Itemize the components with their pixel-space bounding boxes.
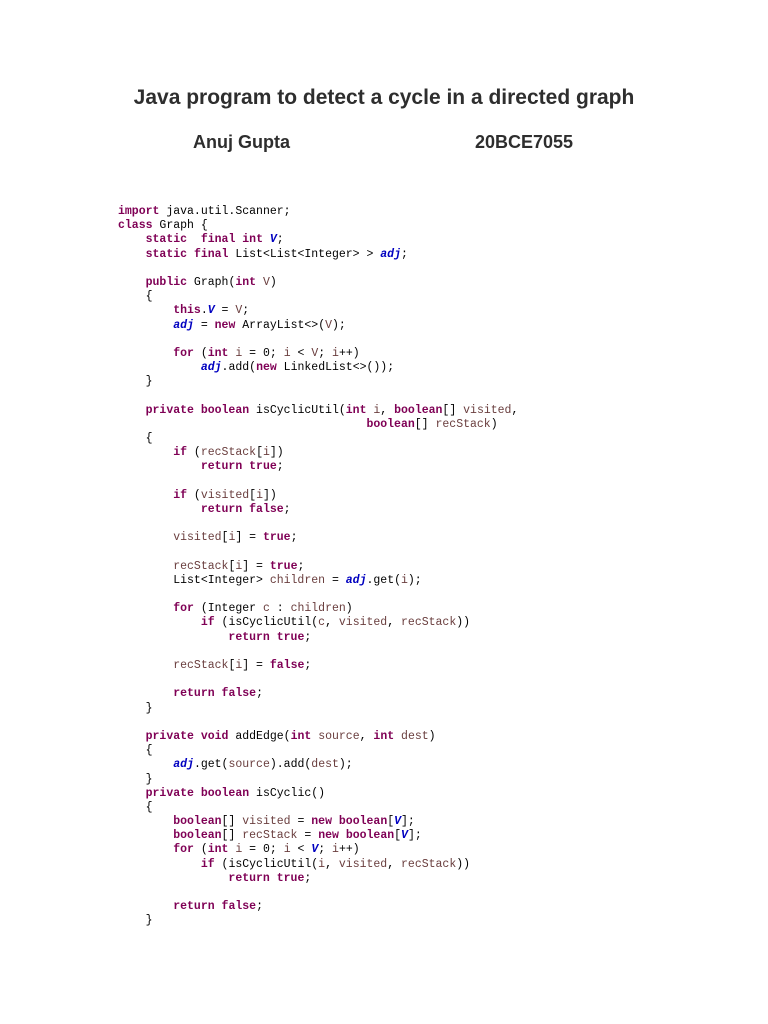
code-token: children: [269, 573, 326, 587]
code-token: V: [262, 275, 270, 289]
code-token: true: [276, 871, 305, 885]
code-line: [118, 404, 518, 418]
code-line: [118, 758, 518, 772]
code-token: Graph(: [187, 275, 236, 289]
code-token: [118, 843, 173, 856]
code-token: Graph {: [152, 219, 208, 233]
code-token: [118, 319, 173, 332]
code-token: i: [228, 531, 236, 545]
code-token: [118, 404, 146, 417]
code-token: visited: [463, 403, 512, 417]
code-token: return: [173, 687, 215, 701]
code-token: .get(: [193, 758, 229, 772]
code-block: [118, 205, 518, 929]
code-line: [118, 446, 518, 460]
code-token: ;: [318, 346, 333, 360]
code-line: [118, 687, 518, 701]
code-token: [118, 659, 173, 672]
code-token: []: [414, 417, 436, 431]
code-token: if: [200, 857, 215, 871]
code-token: boolean: [173, 829, 222, 843]
code-line: [118, 333, 518, 347]
code-token: visited: [338, 857, 388, 871]
code-token: recStack: [401, 616, 457, 630]
code-token: true: [269, 559, 298, 573]
code-token: this: [173, 304, 201, 318]
code-token: [118, 858, 201, 871]
code-line: [118, 914, 518, 928]
code-line: [118, 389, 518, 403]
code-token: i: [332, 843, 339, 857]
author-id: 20BCE7055: [475, 132, 574, 152]
code-token: :: [269, 602, 291, 616]
code-token: )): [456, 857, 471, 871]
code-token: static: [145, 247, 188, 261]
code-token: {: [118, 432, 153, 445]
code-token: .get(: [366, 573, 401, 587]
code-token: ): [269, 275, 277, 289]
code-line: [118, 432, 518, 446]
code-token: (: [193, 843, 208, 857]
code-token: ): [428, 729, 436, 743]
code-token: [118, 489, 173, 502]
code-token: false: [249, 502, 284, 516]
code-token: {: [118, 800, 153, 814]
code-token: adj: [173, 758, 194, 772]
code-line: [118, 319, 518, 333]
code-token: }: [118, 914, 153, 928]
code-token: [: [249, 488, 257, 502]
code-token: [270, 631, 277, 644]
code-token: int: [345, 403, 367, 417]
code-token: i: [262, 446, 270, 460]
code-line: [118, 645, 518, 659]
code-line: [118, 361, 518, 375]
author-name: Anuj Gupta: [193, 132, 290, 152]
code-token: i: [256, 488, 263, 502]
code-token: for: [173, 843, 194, 857]
code-token: recStack: [435, 417, 491, 431]
code-token: i: [332, 346, 339, 360]
code-line: [118, 588, 518, 602]
code-token: recStack: [401, 857, 457, 871]
code-token: [118, 347, 173, 360]
code-token: c: [318, 616, 326, 630]
code-token: ,: [359, 729, 374, 743]
code-token: source: [318, 729, 360, 743]
code-token: (: [187, 488, 201, 502]
code-line: [118, 716, 518, 730]
code-line: [118, 233, 518, 247]
code-token: final: [193, 247, 229, 261]
code-token: = 0;: [242, 346, 284, 360]
code-line: [118, 276, 518, 290]
code-token: =: [325, 573, 346, 587]
code-token: );: [332, 318, 346, 332]
code-token: ;: [256, 900, 263, 914]
code-token: false: [221, 687, 257, 701]
code-token: boolean: [366, 417, 415, 431]
code-token: boolean: [200, 403, 250, 417]
code-token: recStack: [242, 829, 298, 843]
code-line: [118, 872, 518, 886]
code-token: recStack: [173, 559, 229, 573]
code-token: boolean: [173, 815, 222, 829]
code-token: ): [345, 602, 353, 616]
code-token: int: [242, 233, 263, 247]
code-token: boolean: [338, 815, 388, 829]
code-line: [118, 843, 518, 857]
code-token: import: [118, 205, 160, 218]
code-line: [118, 375, 518, 389]
code-token: i: [283, 843, 291, 857]
code-token: []: [442, 403, 464, 417]
code-token: ];: [407, 829, 422, 843]
code-token: if: [173, 488, 188, 502]
code-token: [: [228, 659, 236, 672]
code-token: ;: [290, 531, 298, 545]
code-token: [339, 829, 346, 842]
code-token: [394, 730, 401, 743]
code-token: visited: [173, 531, 222, 545]
code-token: {: [118, 744, 153, 758]
code-token: [118, 872, 228, 885]
code-token: return: [200, 502, 243, 516]
code-line: [118, 205, 518, 219]
code-line: [118, 489, 518, 503]
code-token: <: [290, 843, 312, 857]
code-token: [194, 404, 201, 417]
code-token: adj: [345, 573, 367, 587]
code-token: boolean: [394, 403, 443, 417]
code-token: (isCyclicUtil(: [214, 616, 319, 630]
code-token: return: [228, 871, 270, 885]
code-line: [118, 347, 518, 361]
code-token: adj: [173, 318, 194, 332]
code-token: ,: [380, 403, 395, 417]
code-token: for: [173, 602, 194, 616]
code-token: }: [118, 375, 153, 389]
code-line: [118, 560, 518, 574]
code-line: [118, 900, 518, 914]
code-token: int: [290, 729, 312, 743]
code-token: [118, 503, 201, 516]
code-token: ] =: [242, 559, 270, 573]
code-token: public: [145, 275, 188, 289]
code-token: [118, 276, 146, 289]
code-token: boolean: [345, 829, 395, 843]
code-token: V: [325, 318, 332, 332]
code-line: [118, 702, 518, 716]
code-token: i: [373, 403, 381, 417]
code-token: [332, 815, 339, 828]
code-token: int: [373, 729, 395, 743]
code-line: [118, 801, 518, 815]
code-token: i: [235, 346, 243, 360]
code-token: [118, 531, 173, 544]
code-token: class: [118, 219, 153, 233]
code-token: [118, 730, 146, 743]
code-token: )): [456, 616, 471, 630]
code-token: [256, 276, 263, 289]
code-line: [118, 219, 518, 233]
code-token: }: [118, 772, 153, 786]
code-token: [: [394, 829, 402, 843]
code-line: [118, 574, 518, 588]
code-line: [118, 631, 518, 645]
code-token: visited: [200, 488, 250, 502]
code-token: ,: [387, 857, 402, 871]
code-token: ).add(: [269, 758, 312, 772]
code-token: [187, 248, 194, 261]
code-token: ];: [401, 815, 415, 829]
code-token: [118, 233, 146, 246]
code-token: [270, 872, 277, 885]
code-token: visited: [338, 616, 388, 630]
code-token: ,: [325, 857, 339, 871]
code-token: =: [193, 318, 215, 332]
code-token: [118, 460, 201, 473]
code-token: ;: [304, 871, 312, 885]
code-token: [263, 233, 270, 246]
code-token: [118, 631, 228, 644]
code-token: ++): [338, 346, 360, 360]
code-token: false: [221, 900, 257, 914]
code-token: =: [297, 829, 319, 843]
code-token: static: [145, 233, 188, 247]
code-line: [118, 659, 518, 673]
code-token: ;: [283, 502, 291, 516]
code-token: V: [207, 304, 215, 318]
code-token: true: [276, 630, 305, 644]
code-line: [118, 290, 518, 304]
code-token: private: [145, 403, 194, 417]
code-line: [118, 815, 518, 829]
code-token: [118, 602, 173, 615]
code-token: [: [256, 446, 263, 460]
code-token: V: [394, 815, 402, 829]
code-token: ,: [511, 403, 519, 417]
code-token: =: [290, 815, 312, 829]
code-token: i: [235, 559, 243, 573]
code-token: [118, 304, 173, 317]
code-token: ] =: [235, 531, 263, 545]
code-token: [194, 787, 201, 800]
code-token: List<Integer>: [118, 573, 270, 587]
code-token: []: [221, 829, 243, 843]
code-token: [: [387, 815, 395, 829]
code-token: ,: [387, 616, 402, 630]
code-token: i: [235, 843, 243, 857]
code-line: [118, 304, 518, 318]
code-token: =: [214, 304, 236, 318]
code-line: [118, 829, 518, 843]
code-token: [118, 446, 173, 459]
code-token: return: [200, 460, 243, 474]
code-token: [118, 787, 146, 800]
code-token: [118, 758, 173, 771]
code-token: void: [200, 729, 229, 743]
code-token: isCyclicUtil(: [249, 403, 346, 417]
code-token: [118, 361, 201, 374]
code-line: [118, 531, 518, 545]
code-token: List<List<Integer> >: [228, 247, 381, 261]
code-line: [118, 744, 518, 758]
code-token: ;: [256, 687, 263, 701]
code-token: [215, 900, 222, 913]
code-token: [118, 248, 146, 261]
code-token: new: [318, 829, 339, 843]
code-token: boolean: [200, 786, 250, 800]
code-token: [118, 815, 173, 828]
code-token: ]): [269, 446, 284, 460]
code-token: LinkedList<>());: [276, 361, 395, 375]
code-token: ,: [325, 616, 339, 630]
code-token: return: [173, 900, 215, 914]
code-token: int: [207, 346, 229, 360]
code-line: [118, 248, 518, 262]
code-token: [: [228, 559, 236, 573]
code-token: {: [118, 290, 153, 304]
code-line: [118, 673, 518, 687]
code-token: (Integer: [193, 602, 263, 616]
code-token: new: [311, 815, 332, 829]
code-token: recStack: [200, 446, 257, 460]
code-line: [118, 886, 518, 900]
code-token: );: [338, 758, 353, 772]
code-token: V: [235, 304, 243, 318]
code-token: []: [221, 815, 243, 829]
code-token: V: [269, 233, 277, 247]
code-token: dest: [401, 729, 429, 743]
code-token: if: [200, 616, 215, 630]
code-token: for: [173, 346, 194, 360]
code-token: i: [318, 857, 326, 871]
code-line: [118, 616, 518, 630]
code-token: = 0;: [242, 843, 284, 857]
code-token: [: [221, 531, 229, 545]
code-token: ;: [242, 304, 250, 318]
code-token: [118, 829, 173, 842]
code-line: [118, 602, 518, 616]
code-token: final: [200, 233, 236, 247]
code-token: V: [311, 843, 319, 857]
code-line: [118, 460, 518, 474]
code-token: [215, 687, 222, 700]
code-line: [118, 546, 518, 560]
code-token: adj: [380, 247, 401, 261]
code-token: i: [401, 573, 408, 587]
code-line: [118, 503, 518, 517]
code-token: [118, 687, 173, 700]
code-token: ] =: [242, 659, 270, 672]
code-token: false: [269, 659, 305, 672]
code-token: [118, 418, 366, 431]
document-title: Java program to detect a cycle in a directed graph: [133, 86, 635, 109]
code-token: }: [118, 701, 153, 715]
code-token: isCyclic(): [249, 786, 326, 800]
code-token: );: [407, 573, 422, 587]
code-token: ;: [297, 559, 305, 573]
code-token: ]): [262, 488, 277, 502]
code-token: c: [262, 602, 270, 616]
code-token: ;: [276, 460, 284, 474]
code-token: ;: [276, 233, 284, 247]
code-token: source: [228, 758, 270, 772]
code-token: addEdge(: [228, 729, 291, 743]
code-token: ;: [401, 247, 408, 261]
code-token: int: [235, 275, 257, 289]
code-token: adj: [200, 361, 222, 375]
code-line: [118, 418, 518, 432]
code-token: children: [290, 602, 346, 616]
code-token: true: [249, 460, 277, 474]
code-token: true: [262, 531, 291, 545]
code-token: return: [228, 630, 270, 644]
code-token: java.util.Scanner;: [159, 205, 291, 218]
code-line: [118, 730, 518, 744]
code-token: private: [145, 729, 194, 743]
code-token: (isCyclicUtil(: [214, 857, 319, 871]
code-token: dest: [311, 758, 339, 772]
code-token: if: [173, 446, 188, 460]
code-token: ;: [318, 843, 333, 857]
code-token: ++): [338, 843, 360, 857]
code-token: private: [145, 786, 194, 800]
code-token: recStack: [173, 659, 229, 672]
code-line: [118, 773, 518, 787]
code-token: [118, 616, 201, 629]
code-token: [187, 233, 201, 246]
code-token: V: [401, 829, 408, 843]
code-line: [118, 475, 518, 489]
code-token: .: [200, 304, 208, 318]
code-token: ): [490, 417, 498, 431]
code-line: [118, 262, 518, 276]
code-token: ;: [304, 659, 312, 672]
code-token: int: [207, 843, 229, 857]
code-token: i: [235, 659, 243, 672]
code-line: [118, 517, 518, 531]
code-token: V: [311, 346, 319, 360]
code-token: visited: [242, 815, 291, 829]
code-line: [118, 858, 518, 872]
code-token: .add(: [221, 361, 257, 375]
code-token: (: [187, 446, 201, 460]
code-token: ArrayList<>(: [235, 318, 326, 332]
code-token: [118, 560, 173, 573]
code-token: [194, 730, 201, 743]
code-token: new: [214, 318, 236, 332]
code-token: (: [193, 346, 208, 360]
code-token: ;: [304, 630, 312, 644]
code-token: <: [290, 346, 312, 360]
code-token: [118, 900, 173, 913]
code-token: i: [283, 346, 291, 360]
code-token: new: [256, 361, 277, 375]
code-line: [118, 787, 518, 801]
